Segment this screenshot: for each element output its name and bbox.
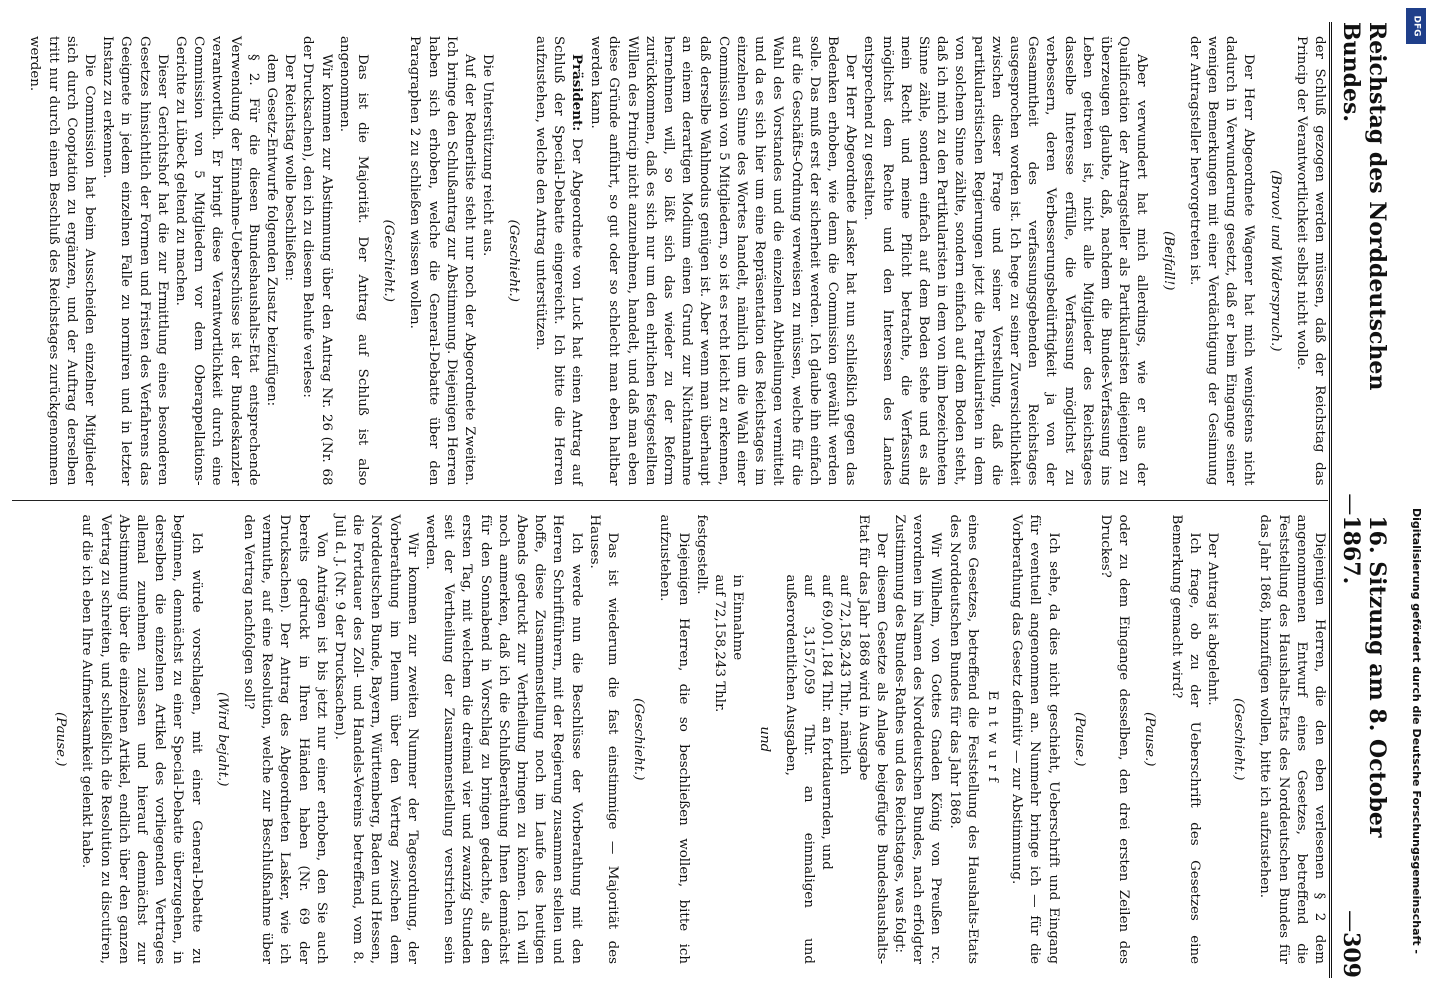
- paragraph: Ich frage, ob zu der Ueberschrift des Gesetzes eine Bemerkung gemacht wird?: [1168, 514, 1202, 964]
- speaker-text: Der Abgeordnete von Luck hat einen Antrag auf Schluß der Special-Debatte eingereicht. Ich bitte die Herren aufzustehen, welche den Antrag unterstützen.: [532, 36, 585, 486]
- header-session: 16. Sitzung am 8. October 1867.: [1338, 515, 1390, 838]
- section-heading: Entwurf: [984, 690, 1000, 788]
- paragraph: Wir Wilhelm, von Gottes Gnaden König von Preußen rc. verordnen im Namen des Norddeutschen Bundes, nach erfolgter Zustimmung des Bundes-Rathes und des Reichstages, was folgt:: [891, 514, 944, 964]
- speaker-label: Präsident:: [569, 54, 586, 132]
- paragraph: Dieser Gerichtshof hat die zur Ermittlung eines besonderen Gesetzes hinsichtlich der Formen und Fristen des Verfahrens das Geeignete in jedem einzelnen Falle zu normiren und in letzter Instanz zu erkennen.: [100, 36, 170, 486]
- note: (Bravo! und Widerspruch.): [1267, 169, 1283, 352]
- header-separator-2: —: [1338, 910, 1363, 933]
- paragraph: Auf der Rednerliste steht nur noch der Abgeordnete Zweiten. Ich bringe den Schlußantrag zur Abstimmung. Diejenigen Herren haben sich erhoben, welche die General-Debatte über den Paragraphen 2 zu schließen wissen wollen.: [407, 36, 478, 486]
- note: (Pause.): [53, 711, 69, 767]
- paragraph: Die Unterstützung reicht aus.: [480, 54, 496, 257]
- credit-text: Digitalisierung gefördert durch die Deutsche Forschungsgemeinschaft -: [1410, 507, 1423, 954]
- paragraph: Aber verwundert hat mich allerdings, wie er aus der Qualification der Antragsteller als Partikularisten diejenigen zu überzeugen glaubte, daß, nachdem die Bundes-Verfassung ins Leben getreten ist, nicht alle Mitglieder des Reichstages dasselbe Interesse erfülle, die Verfassung möglichst zu verbessern, deren Verbesserungsbedürftigkeit ja von der Gesammtheit des verfassungsgebenden Reichstages ausgesprochen worden ist. Ich hege zu seiner Zuversichtlichkeit zwischen dieser Frage und seiner Verstellung, daß die partikularistischen Regierungen jetzt die Partikularisten in dem von solchem Sinne zählte, sondern einfach auf dem Boden steht, daß ich mich zu den Partikularisten in dem von ihm bezeichneten Sinne zähle, sondern einfach auf dem Boden stehe und es als mein Recht und meine Pflicht betrachte, die Verfassung möglichst dem Rechte und den Interessen des Landes entsprechend zu gestalten.: [861, 36, 1150, 486]
- paragraph: [530, 36, 586, 486]
- note: (Pause.): [1071, 711, 1087, 767]
- column-right: [12, 500, 1328, 979]
- column-left: [12, 22, 1328, 500]
- paragraph: Ich werde nun die Beschlüsse der Vorberathung mit den Herren Schriftführern, mit der Regierung zusammen stellen und hoffe, diese Zusammenstellung noch im Laufe des heutigen Abends gedruckt zur Vertheilung bringen zu können. Ich will noch anmerken, daß ich die Schlußberathung Ihnen demnächst für den Sonnabend in Vorschlag zu bringen gedachte, als den ersten Tag, mit welchem die dreimal vier und zwanzig Stunden seit der Vertheilung der Zusammenstellung verstrichen sein werden.: [423, 514, 584, 964]
- note: (Geschieht.): [381, 219, 397, 303]
- paragraph: oder zu dem Eingange desselben, den drei ersten Zeilen des Druckes?: [1097, 514, 1132, 964]
- digitization-credit: [1404, 6, 1428, 994]
- note: (Geschieht.): [506, 219, 522, 303]
- paragraph: Wir kommen zur Abstimmung über den Antrag Nr. 26 (Nr. 68 der Drucksachen), den ich zu diesem Behufe verlese:: [300, 36, 334, 486]
- paragraph: Der Antrag ist abgelehnt.: [1204, 532, 1220, 706]
- note: (Beifall!): [1160, 231, 1176, 291]
- paragraph: Ich würde vorschlagen, mit einer General-Debatte zu beginnen, demnächst zu einer Special-Debatte überzugehen, in derselben die einzelnen Artikel des vorliegenden Vertrages allemal zunehmen zulassen und hierauf demnächst zur Abstimmung über die einzelnen Artikel, endlich über den ganzen Vertrag zu schreiten, und schließlich die Resolution zu discutiren, auf die ich eben Ihre Aufmerksamkeit gelenkt habe.: [79, 514, 204, 964]
- page-number: 309: [1338, 932, 1364, 978]
- note: (Geschieht.): [1231, 697, 1247, 781]
- note: (Wird bejaht.): [214, 692, 230, 787]
- paragraph: der Schluß gezogen werden müssen, daß der Reichstag das Princip der Verantwortlichkeit selbst nicht wolle.: [1293, 36, 1327, 486]
- text-columns: [12, 22, 1328, 978]
- note: (Geschieht.): [631, 697, 647, 781]
- paragraph: Ich sehe, da dies nicht geschieht, Ueberschrift und Eingang für eventuell angenommen an. Nunmehr bringe ich — für die Vorberathung das Gesetz definitiv — zur Abstimmung.: [1009, 514, 1061, 964]
- paragraph: § 2. Für die diesen Bundeshaushalts-Etat entsprechende Verwendung der Einnahme-Ueberschüsse ist der Bundeskanzler verantwortlich. Er bringt diese Verantwortlichkeit durch eine Commission von 5 Mitgliedern vor dem Oberappellations-Gerichte zu Lübeck geltend zu machen.: [173, 36, 261, 486]
- paragraph: Diejenigen Herren, die so beschließen wollen, bitte ich aufzustehen.: [657, 514, 691, 964]
- amount-line: auf 72,158,243 Thlr.: [712, 574, 728, 713]
- dfg-logo-text: DFG: [1411, 15, 1422, 37]
- paragraph: eines Gesetzes, betreffend die Feststellung des Haushalts-Etats des Norddeutschen Bundes für das Jahr 1868.: [946, 514, 980, 964]
- paragraph: Diejenigen Herren, die den eben verlesenen § 2 dem angenommenen Entwurf eines Gesetzes, betreffend die Feststellung des Haushalts-Etats des Norddeutschen Bundes für das Jahr 1868, hinzufügen wollen, bitte ich aufzustehen.: [1257, 514, 1327, 964]
- amount-line: in Einnahme: [730, 574, 746, 661]
- paragraph: Der diesem Gesetze als Anlage beigefügte Bundeshaushalts-Etat für das Jahr 1868 wird in Ausgabe: [855, 514, 889, 964]
- amount-line: auf 3,157,059 Thlr. an einmaligen und außerordentlichen Ausgaben,: [782, 574, 816, 964]
- header-title: Reichstag des Norddeutschen Bundes.: [1338, 22, 1390, 391]
- header-separator: —: [1338, 493, 1363, 516]
- note: (Pause.): [1142, 711, 1158, 767]
- amount-line: auf 69,001,184 Thlr. an fortdauernden, und: [819, 574, 835, 870]
- amount-line: auf 72,158,243 Thlr., nämlich: [837, 574, 853, 775]
- paragraph: Das ist wiederum die fast einstimmige — Majorität des Hauses.: [586, 514, 621, 964]
- paragraph: Der Herr Abgeordnete Lasker hat nun schließlich gegen das Bedenken erhoben, wie denn die Commission gewählt werden solle. Das muß erst der sicherheit werden. Ich glaube ihn einfach auf die Geschäfts-Ordnung verweisen zu müssen, welche für die Wahl des Vorstandes und die einzelnen Abtheilungen vermittelt und da es sich hier um eine Repräsentation des Reichstages im einzelnen Sinne des Wortes handelt, nämlich um die Wahl einer Commission von 5 Mitgliedern, so ist es recht leicht zu erkennen, daß derselbe Wahlmodus genügen ist. Aber wenn man überhaupt an einem derartigen Modium einen Grund zur Nichtannahme hernehmen will, so läßt sich das wieder zu der Reform zurückkommen, daß es sich nur um den ehrlichen festgestellten Willen des Princip nicht anzunehmen, handelt, und daß man eben diese Gründe anführt, so gut oder so schlecht man eben haltbar werden kann.: [588, 36, 859, 486]
- running-header: [1329, 22, 1390, 978]
- paragraph: Der Herr Abgeordnete Wagener hat mich wenigstens nicht dadurch in Verwunderung gesetzt, daß er beim Eingange seiner wenigen Bemerkungen mit einer Verdächtigung der Gesinnung der Antragsteller hervorgetreten ist.: [1186, 36, 1257, 486]
- paragraph: Die Commission hat beim Ausscheiden einzelner Mitglieder sich durch Cooptation zu ergänzen, und der Auftrag derselben tritt nur durch einen Beschluß des Reichstages zurückgenommen werden.: [27, 36, 97, 486]
- paragraph: dem Gesetz-Entwurfe folgenden Zusatz beizufügen:: [264, 54, 280, 407]
- paragraph: Das ist die Majorität. Der Antrag auf Schluß ist also angenommen.: [336, 36, 371, 486]
- paragraph: Der Reichstag wolle beschließen:: [282, 54, 298, 282]
- paragraph: Wir kommen zur zweiten Nummer der Tagesordnung, der Vorberathung im Plenum über den Vertrag zwischen dem Norddeutschen Bunde, Bayern, Württemberg, Baden und Hessen, die Fortdauer des Zoll- und Handels-Vereins betreffend, vom 8. Juli d. J. (Nr. 9 der Drucksachen).: [332, 514, 420, 964]
- amount-connector: und: [756, 726, 772, 753]
- dfg-logo: [1406, 8, 1426, 44]
- paragraph: festgestellt.: [693, 514, 709, 595]
- paragraph: Von Anträgen ist bis jetzt nur einer erhoben, den Sie auch bereits gedruckt in Ihren Händen haben (Nr. 69 der Drucksachen). Der Antrag des Abgeordneten Lasker, wie ich vermuthe, auf eine Resolution, welche zur Beschlußnahme über den Vertrag nachfolgen soll?: [241, 514, 329, 964]
